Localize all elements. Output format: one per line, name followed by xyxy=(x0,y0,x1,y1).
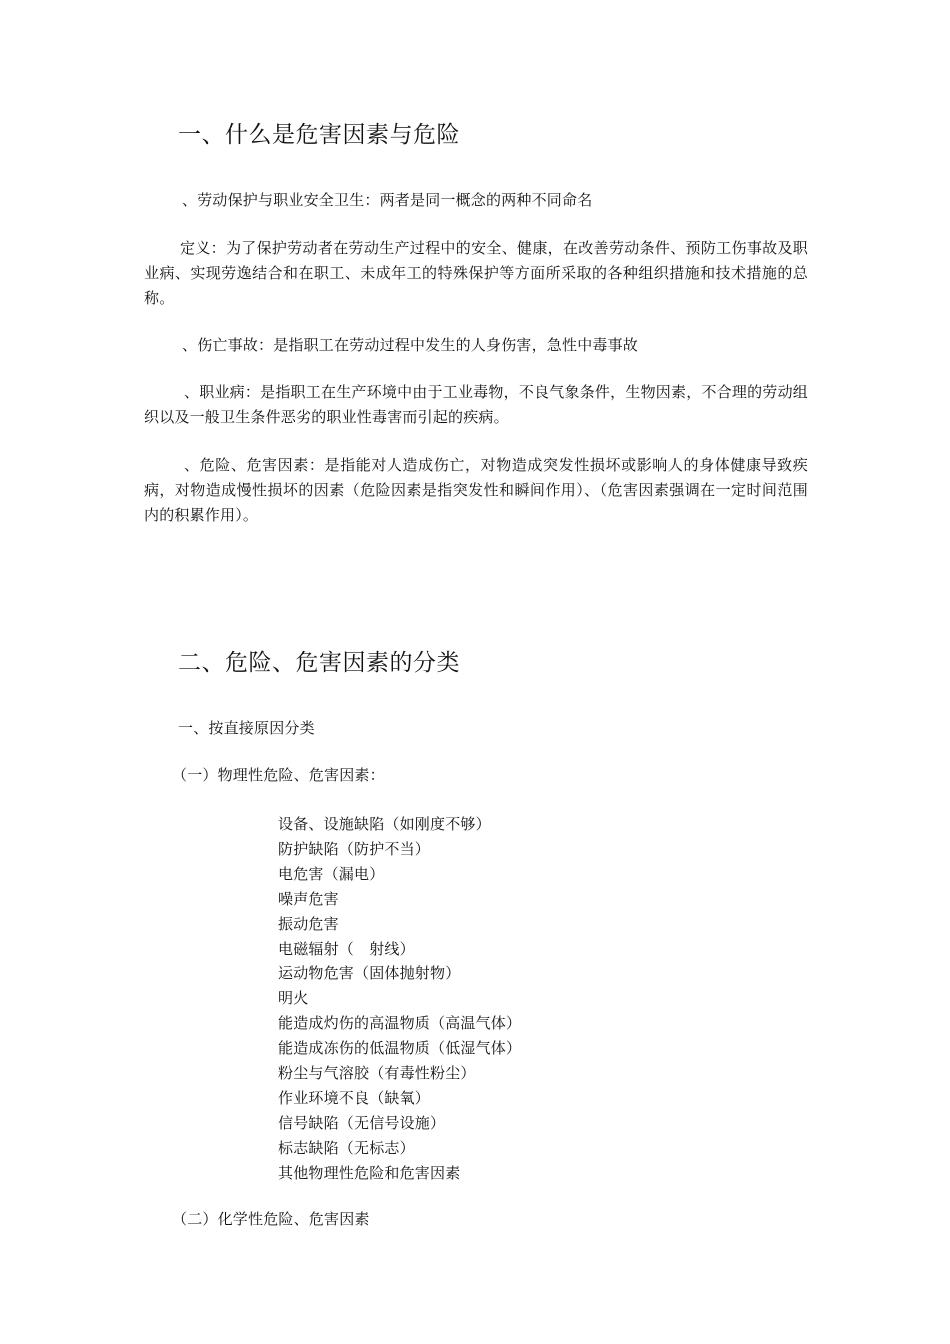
section-1-item-3: 、职业病：是指职工在生产环境中由于工业毒物，不良气象条件，生物因素，不合理的劳动组织以及一般卫生条件恶劣的职业性毒害而引起的疾病。 xyxy=(144,383,808,426)
list-item: 防护缺陷（防护不当） xyxy=(278,839,431,858)
list-item: 能造成灼伤的高温物质（高温气体） xyxy=(278,1014,522,1033)
list-item: 运动物危害（固体抛射物） xyxy=(278,964,461,983)
list-item: 粉尘与气溶胶（有毒性粉尘） xyxy=(278,1064,476,1083)
classification-subheading: 一、按直接原因分类 xyxy=(178,719,315,737)
section-1-title: 一、什么是危害因素与危险 xyxy=(178,122,460,148)
physical-factors-heading: （一）物理性危险、危害因素： xyxy=(172,766,385,784)
section-1-item-4: 、危险、危害因素：是指能对人造成伤亡，对物造成突发性损坏或影响人的身体健康导致疾病，对物造成慢性损坏的因素（危险因素是指突发性和瞬间作用）、（危害因素强调在一定时间范围内的积累作用）。 xyxy=(144,456,808,524)
physical-factors-list xyxy=(278,812,521,1186)
list-item: 电磁辐射（ 射线） xyxy=(278,939,415,958)
list-item: 作业环境不良（缺氧） xyxy=(278,1088,431,1107)
list-item: 振动危害 xyxy=(278,914,339,933)
list-item: 明火 xyxy=(278,989,309,1008)
list-item: 设备、设施缺陷（如刚度不够） xyxy=(278,815,491,833)
section-2-title: 二、危险、危害因素的分类 xyxy=(178,650,460,676)
section-1-item-2: 、伤亡事故：是指职工在劳动过程中发生的人身伤害，急性中毒事故 xyxy=(182,336,639,354)
list-item: 能造成冻伤的低温物质（低湿气体） xyxy=(278,1039,522,1058)
chemical-factors-heading: （二）化学性危险、危害因素 xyxy=(172,1210,370,1228)
list-item: 信号缺陷（无信号设施） xyxy=(278,1113,446,1132)
section-1-item-1: 、劳动保护与职业安全卫生：两者是同一概念的两种不同命名 xyxy=(182,191,593,209)
list-item: 其他物理性危险和危害因素 xyxy=(278,1163,461,1182)
list-item: 电危害（漏电） xyxy=(278,864,385,883)
list-item: 标志缺陷（无标志） xyxy=(278,1138,415,1157)
list-item: 噪声危害 xyxy=(278,889,339,908)
section-1-definition: 定义：为了保护劳动者在劳动生产过程中的安全、健康，在改善劳动条件、预防工伤事故及职业病、实现劳逸结合和在职工、未成年工的特殊保护等方面所采取的各种组织措施和技术措施的总称。 xyxy=(144,239,808,307)
